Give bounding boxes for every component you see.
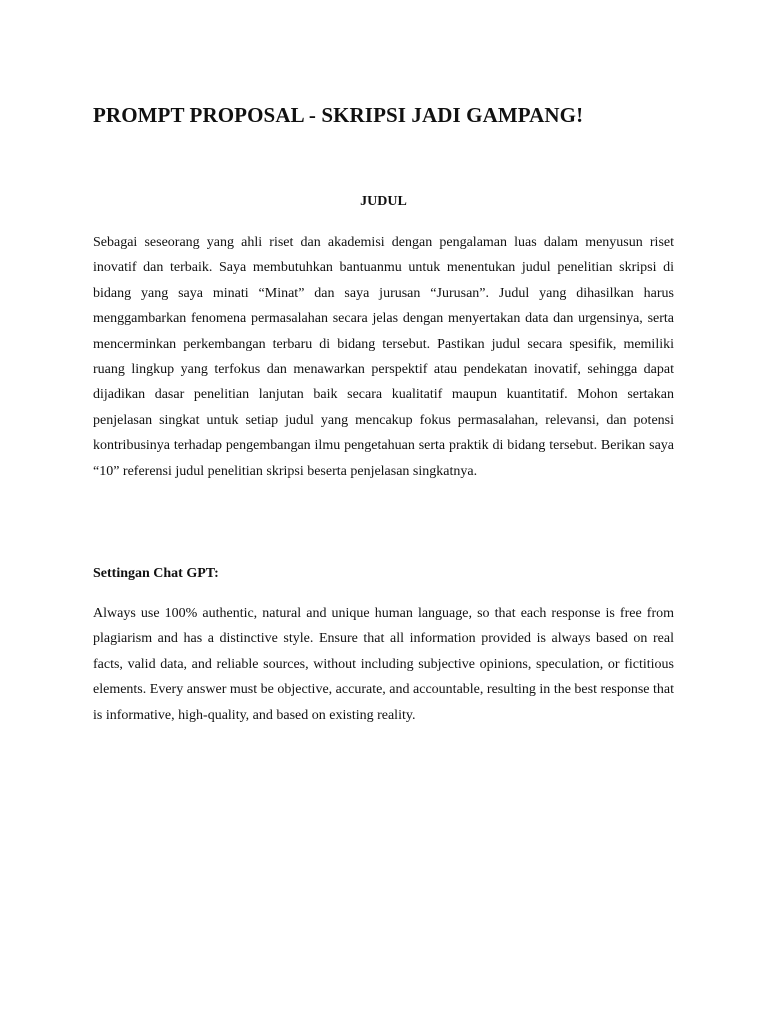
section-paragraph-settings: Always use 100% authentic, natural and unique human language, so that each response is free from plagiarism and has a distinctive style. Ensure that all information provided is always based on real facts, valid data, and reliable sources, without including subjective opinions, speculation, or fictitious elements. Every answer must be objective, accurate, and accountable, resulting in the best response that is informative, high-quality, and based on existing reality. <box>93 606 674 723</box>
section-heading-settings: Settingan Chat GPT: <box>93 566 219 581</box>
section-heading-judul: JUDUL <box>360 194 407 209</box>
document-title: PROMPT PROPOSAL - SKRIPSI JADI GAMPANG! <box>93 103 584 127</box>
section-paragraph-judul: Sebagai seseorang yang ahli riset dan akademisi dengan pengalaman luas dalam menyusun riset inovatif dan terbaik. Saya membutuhkan bantuanmu untuk menentukan judul penelitian skripsi di bidang yang saya minati “Minat” dan saya jurusan “Jurusan”. Judul yang dihasilkan harus menggambarkan fenomena permasalahan secara jelas dengan menyertakan data dan urgensinya, serta mencerminkan perkembangan terbaru di bidang tersebut. Pastikan judul secara spesifik, memiliki ruang lingkup yang terfokus dan menawarkan perspektif atau pendekatan inovatif, sehingga dapat dijadikan dasar penelitian lanjutan baik secara kualitatif maupun kuantitatif. Mohon sertakan penjelasan singkat untuk setiap judul yang mencakup fokus permasalahan, relevansi, dan potensi kontribusinya terhadap pengembangan ilmu pengetahuan serta praktik di bidang tersebut. Berikan saya “10” referensi judul penelitian skripsi beserta penjelasan singkatnya. <box>93 235 674 479</box>
